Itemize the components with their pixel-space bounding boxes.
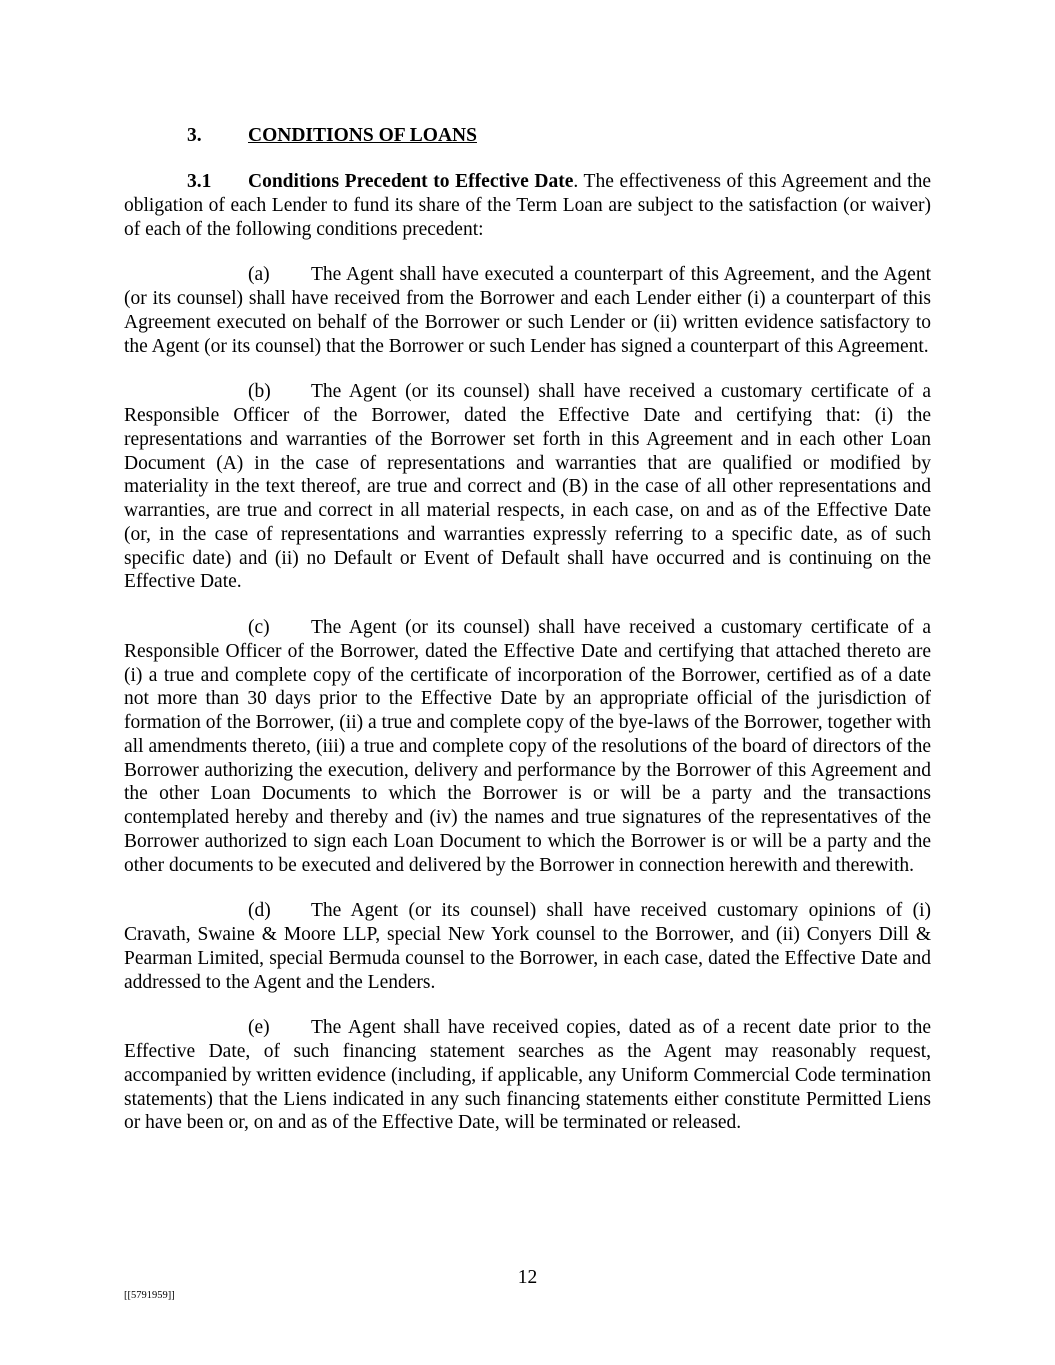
clause-text: The Agent (or its counsel) shall have received a customary certificate of a Responsible Officer of the Borrower, dated the Effective Date and certifying that: (i) the representations and warranties of the Borrower set forth in this Agreement and in each other Loan Document (A) in the case of representations and warranties that are qualified or modified by materiality in the text thereof, are true and correct and (B) in the case of all other representations and warranties, are true and correct in all material respects, in each case, on and as of the Effective Date (or, in the case of representations and warranties expressly referring to a specific date, as of such specific date) and (ii) no Default or Event of Default shall have occurred and is continuing on the Effective Date. (124, 381, 931, 593)
clause-label: (b) (248, 381, 271, 403)
clause-label: (a) (248, 264, 270, 286)
section-title: Conditions Precedent to Effective Date (248, 171, 574, 192)
clause-text: The Agent shall have executed a counterpart of this Agreement, and the Agent (or its counsel) shall have received from the Borrower and each Lender either (i) a counterpart of this Agreement executed on behalf of the Borrower or such Lender or (ii) written evidence satisfactory to the Agent (or its counsel) that the Borrower or such Lender has signed a counterpart of this Agreement. (124, 264, 931, 357)
document-body (124, 170, 931, 1157)
document-id: [[5791959]] (124, 1290, 175, 1301)
clause-e (124, 1016, 931, 1135)
section-text: . The effectiveness of this Agreement and the obligation of each Lender to fund its share of the Term Loan are subject to the satisfaction (or waiver) of each of the following conditions precedent: (124, 171, 931, 240)
clause-label: (e) (248, 1017, 270, 1039)
article-heading (187, 124, 477, 148)
document-page (124, 0, 931, 1365)
section-paragraph (124, 170, 931, 241)
clause-label: (c) (248, 617, 270, 638)
article-number: 3. (187, 125, 202, 146)
clause-c (124, 616, 931, 877)
clause-label: (d) (248, 900, 271, 922)
clause-b (124, 380, 931, 594)
page-number: 12 (517, 1267, 538, 1288)
clause-a (124, 263, 931, 358)
clause-text: The Agent (or its counsel) shall have received customary opinions of (i) Cravath, Swaine & Moore LLP, special New York counsel to the Borrower, and (ii) Conyers Dill & Pearman Limited, special Bermuda counsel to the Borrower, in each case, dated the Effective Date and addressed to the Agent and the Lenders. (124, 900, 931, 993)
clause-text: The Agent (or its counsel) shall have received a customary certificate of a Responsible Officer of the Borrower, dated the Effective Date and certifying that attached thereto are (i) a true and complete copy of the certificate of incorporation of the Borrower, certified as of a date not more than 30 days prior to the Effective Date by an appropriate official of the jurisdiction of formation of the Borrower, (ii) a true and complete copy of the bye-laws of the Borrower, together with all amendments thereto, (iii) a true and complete copy of the resolutions of the board of directors of the Borrower authorizing the execution, delivery and performance by the Borrower of this Agreement and the other Loan Documents to which the Borrower is or will be a party and the transactions contemplated hereby and thereby and (iv) the names and true signatures of the representatives of the Borrower authorized to sign each Loan Document to which the Borrower is or will be a party and the other documents to be executed and delivered by the Borrower in connection herewith and therewith. (124, 617, 931, 876)
section-number: 3.1 (187, 171, 212, 192)
clause-text: The Agent shall have received copies, dated as of a recent date prior to the Effective Date, of such financing statement searches as the Agent may reasonably request, accompanied by written evidence (including, if applicable, any Uniform Commercial Code termination statements) that the Liens indicated in any such financing statements either constitute Permitted Liens or have been or, on and as of the Effective Date, will be terminated or released. (124, 1017, 931, 1134)
article-title: CONDITIONS OF LOANS (248, 125, 477, 146)
clause-d (124, 899, 931, 994)
